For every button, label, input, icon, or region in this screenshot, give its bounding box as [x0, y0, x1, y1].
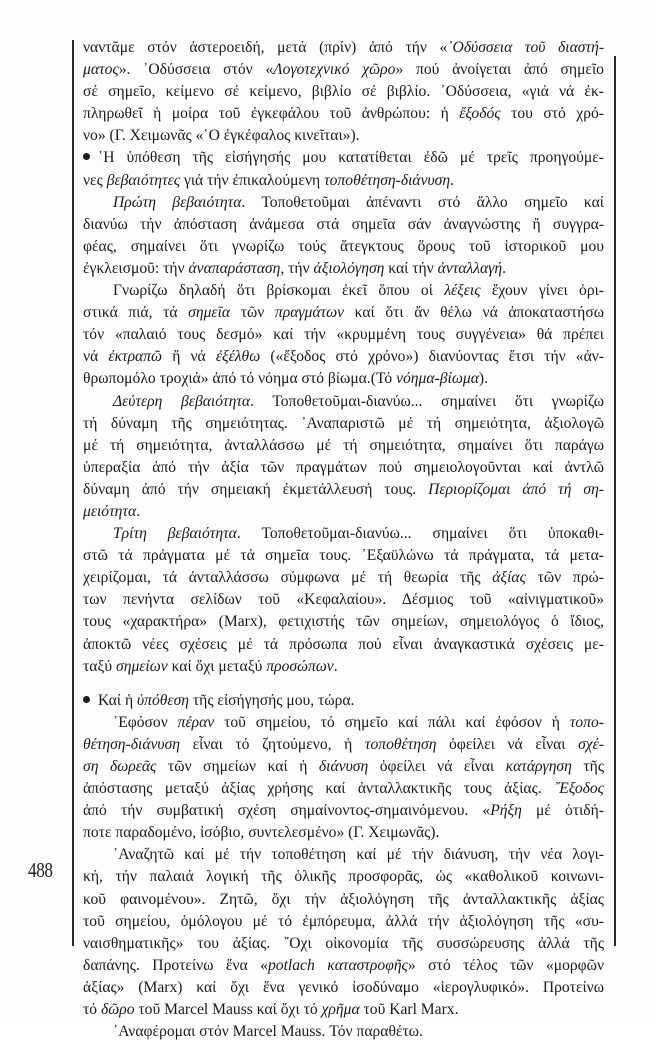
text-segment: ἤ νά: [162, 348, 216, 366]
text-line: [83, 258, 604, 280]
text-line: [83, 1021, 604, 1043]
text-segment: νο» (Γ. Χειμωνᾶς «῾Ο ἐγκέφαλος κινεῖται»).: [83, 127, 360, 145]
italic-text: λέξεις: [444, 282, 481, 300]
text-line: [83, 656, 604, 678]
text-segment: , τήν: [280, 259, 314, 277]
italic-text: ᾿Οδύσσεια τοῦ διαστή-: [447, 39, 605, 56]
text-segment: ἀπόστασης μεταξύ ἀξίας χρήσης καί ἀνταλλακτικῆς τους ἀξίας.: [83, 780, 555, 798]
text-line: [83, 822, 604, 844]
text-line: [83, 778, 604, 800]
text-segment: ἔχουν γίνει ὁρι-: [480, 282, 604, 300]
text-line: [83, 37, 604, 59]
text-segment: μέ ὁτιδή-: [521, 802, 604, 820]
italic-text: μειότητα: [83, 502, 137, 520]
italic-text: θέτηση-διάνυση: [83, 735, 181, 753]
text-line: [83, 567, 604, 589]
right-margin-rule: [614, 56, 616, 946]
italic-text: τοποθέτηση: [364, 735, 437, 753]
text-segment: θρωπομόλο τροχιά» ἀπό τό νόημα στό βίωμα.(Τό: [83, 370, 397, 388]
italic-text: ση δωρεᾶς: [83, 758, 157, 775]
text-line: [83, 103, 604, 125]
text-segment: Καί ἡ: [98, 691, 137, 709]
italic-text: ἀξίας: [492, 569, 526, 587]
text-line: [83, 413, 604, 435]
text-segment: ᾿Αναφέρομαι στόν Marcel Mauss. Τόν παραθέτω.: [113, 1023, 423, 1041]
italic-text: χρῆμα: [321, 1001, 360, 1019]
italic-text: δῶρο: [100, 1001, 135, 1019]
text-line: [83, 81, 604, 103]
italic-text: σχέ-: [578, 735, 604, 753]
text-line: [83, 690, 604, 712]
text-segment: ναισθηματικῆς» του ἀξίας. ῎Οχι οἰκονομία τῆς συσσώρευσης ἀλλά τῆς: [83, 934, 604, 952]
text-segment: ναντᾶμε στόν ἀστεροειδή, μετά (πρίν) ἀπό τήν «: [83, 39, 448, 56]
text-line: [83, 611, 604, 633]
text-segment: » στό τέλος τῶν «μορφῶν: [407, 956, 604, 974]
text-segment: τοῦ σημείου, τό σημεῖο καί πάλι καί ἐφόσον ἡ: [214, 713, 570, 731]
italic-text: ἐκτραπῶ: [108, 348, 163, 366]
text-line: [83, 236, 604, 258]
text-line: [83, 634, 604, 656]
text-segment: κοῦ φαινομένου». Ζητῶ, ὄχι τήν ἀξιολόγηση τῆς ἀνταλλακτικῆς ἀξίας: [83, 890, 604, 908]
italic-text: Πρώτη βεβαιότητα: [113, 193, 242, 211]
text-segment: τῶν πρώ-: [525, 569, 604, 587]
text-segment: . Τοποθετοῦμαι ἀπέναντι στό ἄλλο σημεῖο καί: [241, 193, 604, 211]
text-segment: δαπάνης. Προτείνω ἕνα «: [83, 956, 268, 974]
text-segment: κή, τήν παλαιά λογική τῆς ὁλικῆς προσφορᾶς, ὡς «καθολικοῦ κοινωνι-: [83, 868, 604, 886]
italic-text: Λογοτεχνικό χῶρο: [273, 61, 396, 79]
italic-text: ἀξιολόγηση: [313, 259, 385, 277]
left-margin-rule: [72, 40, 74, 946]
text-segment: ταξύ: [83, 657, 117, 675]
italic-text: διάνυση: [318, 758, 369, 775]
bullet-icon: [83, 696, 90, 703]
text-line: [83, 192, 604, 214]
text-line: [83, 170, 604, 192]
text-line: [83, 501, 604, 523]
italic-text: Τρίτη βεβαιότητα: [113, 525, 237, 543]
italic-text: Ρήξη: [490, 802, 522, 820]
text-line: [83, 955, 604, 977]
text-line: [83, 147, 604, 169]
italic-text: Περιορίζομαι ἀπό τή ση-: [428, 480, 605, 498]
text-line: [83, 933, 604, 955]
text-segment: ῾Η ὑπόθεση τῆς εἰσήγησής μου κατατίθεται ἐδῶ μέ τρεῖς προηγούμε-: [98, 149, 604, 167]
italic-text: ἐξέλθω: [215, 348, 261, 366]
text-line: [83, 368, 604, 390]
text-line: [83, 346, 604, 368]
text-line: [83, 977, 604, 999]
text-segment: νά: [83, 348, 109, 366]
text-segment: φέας, σημαίνει ὅτι γνωρίζω τούς ἄτεγκτους ὅρους τοῦ ἱστορικοῦ μου: [83, 237, 604, 255]
italic-text: τοπο-: [569, 713, 604, 731]
italic-text: σημείων: [116, 657, 168, 675]
italic-text: ὑπόθεση: [137, 691, 189, 709]
text-segment: ὀφείλει νά εἶναι: [368, 758, 506, 775]
text-segment: τοῦ Karl Marx.: [359, 1001, 459, 1019]
text-segment: χειρίζομαι, τά ἀνταλλάσσω σύμφωνα μέ τή θεωρία τῆς: [83, 569, 493, 587]
italic-text: Δεύτερη βεβαιότητα: [113, 392, 251, 410]
italic-text: ἀνταλλαγή: [437, 259, 503, 277]
text-segment: πληρωθεῖ ἡ μοίρα τοῦ ἐγκεφάλου τοῦ ἀνθρώπου: ἡ: [83, 105, 460, 123]
text-line: [83, 125, 604, 147]
text-line: [83, 545, 604, 567]
text-segment: καί ὄχι μεταξύ: [167, 657, 267, 675]
text-segment: ἀξίας» (Marx) καί ὄχι ἕνα γενικό ἰσοδύναμο «ἱερογλυφικό». Προτείνω: [83, 978, 604, 996]
text-segment: ἀποκτῶ νέες σχέσεις μέ τά πρόσωπα πού εἶναι ἀναγκαστικά σχέσεις με-: [83, 635, 604, 653]
text-segment: Γνωρίζω δηλαδή ὅτι βρίσκομαι ἐκεῖ ὅπου οἱ: [113, 282, 445, 300]
text-line: [83, 889, 604, 911]
text-segment: δύναμη ἀπό τήν σημειακή ἐκμετάλλευσή τους.: [83, 480, 429, 498]
text-line: [83, 391, 604, 413]
text-line: [83, 523, 604, 545]
text-segment: ποτε παραδομένο, ἰσόβιο, συντελεσμένο» (Γ. Χειμωνᾶς).: [83, 824, 440, 842]
text-line: [83, 302, 604, 324]
page-number: 488: [28, 858, 53, 882]
text-line: [83, 280, 604, 302]
text-line: [83, 866, 604, 888]
text-segment: καί τήν: [384, 259, 438, 277]
text-line: [83, 214, 604, 236]
text-segment: ». ᾿Οδύσσεια στόν «: [118, 61, 274, 79]
text-segment: τόν «παλαιό τους δεσμό» καί τήν «κρυμμένη τους συγγένεια» θά πρέπει: [83, 326, 604, 344]
text-line: [83, 479, 604, 501]
text-segment: μέ τή σημειότητα, ἀνταλλάσσω μέ τή σημειότητα, σημαίνει ὅτι παράγω: [83, 436, 604, 454]
text-segment: .: [502, 259, 506, 277]
text-segment: εἶναι τό ζητούμενο, ἡ: [180, 735, 365, 753]
text-segment: στικά πιά, τά: [83, 304, 189, 322]
text-segment: διανύω τήν ἀπόσταση ἀνάμεσα στά σημεῖα σάν ἀναγνώστης ἤ συγγρα-: [83, 215, 604, 233]
text-segment: σέ σημεῖο, κείμενο σέ κείμενο, βιβλίο σέ βιβλίο. ᾿Οδύσσεια, «γιά νά ἐκ-: [83, 83, 604, 101]
italic-text: πραγμάτων: [274, 304, 345, 322]
italic-text: προσώπων: [266, 657, 334, 675]
text-segment: τό: [83, 1001, 101, 1019]
text-line: [83, 844, 604, 866]
italic-text: potlach καταστροφῆς: [267, 956, 408, 974]
text-segment: ἀπό τήν συμβατική σχέση σημαίνοντος-σημαινόμενου. «: [83, 802, 491, 820]
text-segment: .: [136, 502, 141, 520]
text-segment: .: [450, 171, 454, 189]
italic-text: πέραν: [177, 713, 215, 731]
text-line: [83, 435, 604, 457]
text-line: [83, 800, 604, 822]
text-segment: των πενήντα σελίδων τοῦ «Κεφαλαίου». Δέσμιος τοῦ «αἰνιγματικοῦ»: [83, 591, 604, 609]
text-line: [83, 59, 604, 81]
text-segment: γιά τήν ἐπικαλούμενη: [180, 171, 325, 189]
text-segment: τοῦ σημείου, ὁμόλογου μέ τό ἐμπόρευμα, ἀλλά τήν ἀξιολόγηση τῆς «συ-: [83, 912, 604, 930]
text-segment: καί ὅτι ἄν θέλω νά ἀποκαταστήσω: [344, 304, 605, 322]
text-line: [83, 589, 604, 611]
text-segment: ᾿Εφόσον: [113, 713, 178, 731]
italic-text: σημεῖα: [188, 304, 231, 322]
italic-text: ἔξοδός: [459, 105, 501, 123]
text-segment: στῶ τά πράγματα μέ τά σημεῖα τους. ᾿Εξαϋλώνω τά πράγματα, τά μετα-: [83, 547, 604, 565]
text-segment: τῆς: [571, 758, 605, 775]
text-segment: . Τοποθετοῦμαι-διανύω... σημαίνει ὅτι ὑποκαθι-: [236, 525, 604, 543]
text-segment: τοῦ Marcel Mauss καί ὄχι τό: [134, 1001, 322, 1019]
text-segment: ὑπεραξία ἀπό τήν ἀξία τῶν πραγμάτων πού σημειολογοῦνται καί ἀντλῶ: [83, 458, 604, 476]
text-segment: του στό χρό-: [500, 105, 604, 123]
text-segment: ).: [478, 370, 488, 388]
text-line: [83, 911, 604, 933]
body-text: [83, 37, 604, 1043]
italic-text: τοποθέτηση-διάνυση: [324, 171, 451, 189]
text-segment: νες: [83, 171, 107, 189]
text-segment: τους «χαρακτήρα» (Marx), φετιχιστής τῶν σημείων, σημειολόγος ὁ ἴδιος,: [83, 613, 604, 631]
bullet-icon: [83, 153, 90, 160]
text-line: [83, 999, 604, 1021]
italic-text: βεβαιότητες: [106, 171, 181, 189]
text-segment: . Τοποθετοῦμαι-διανύω... σημαίνει ὅτι γνωρίζω: [250, 392, 604, 410]
text-segment: ᾿Αναζητῶ καί μέ τήν τοποθέτηση καί μέ τήν διάνυση, τήν νέα λογι-: [113, 846, 604, 864]
italic-text: ἀναπαράσταση: [188, 259, 281, 277]
text-segment: τῶν: [230, 304, 275, 322]
text-segment: » πού ἀνοίγεται ἀπό σημεῖο: [395, 61, 604, 79]
text-line: [83, 324, 604, 346]
text-line: [83, 734, 604, 756]
text-segment: τῶν σημείων καί ἡ: [156, 758, 319, 775]
text-segment: («ἔξοδος στό χρόνο») διανύοντας ἔτσι τήν «ἀν-: [260, 348, 604, 366]
italic-text: ῎Εξοδος: [554, 780, 604, 798]
text-segment: τή δύναμη τῆς σημειότητας. ᾿Αναπαριστῶ μέ τή σημειότητα, ἀξιολογῶ: [83, 414, 604, 432]
text-segment: ἐγκλεισμοῦ: τήν: [83, 259, 189, 277]
text-segment: ὀφείλει νά εἶναι: [436, 735, 579, 753]
paragraph-gap: [83, 678, 604, 690]
text-line: [83, 457, 604, 479]
text-line: [83, 712, 604, 734]
italic-text: κατάργηση: [505, 758, 572, 775]
text-line: [83, 756, 604, 778]
italic-text: ματος: [83, 61, 119, 79]
italic-text: νόημα-βίωμα: [396, 370, 479, 388]
text-segment: .: [333, 657, 338, 675]
text-segment: τῆς εἰσήγησής μου, τώρα.: [189, 691, 355, 709]
